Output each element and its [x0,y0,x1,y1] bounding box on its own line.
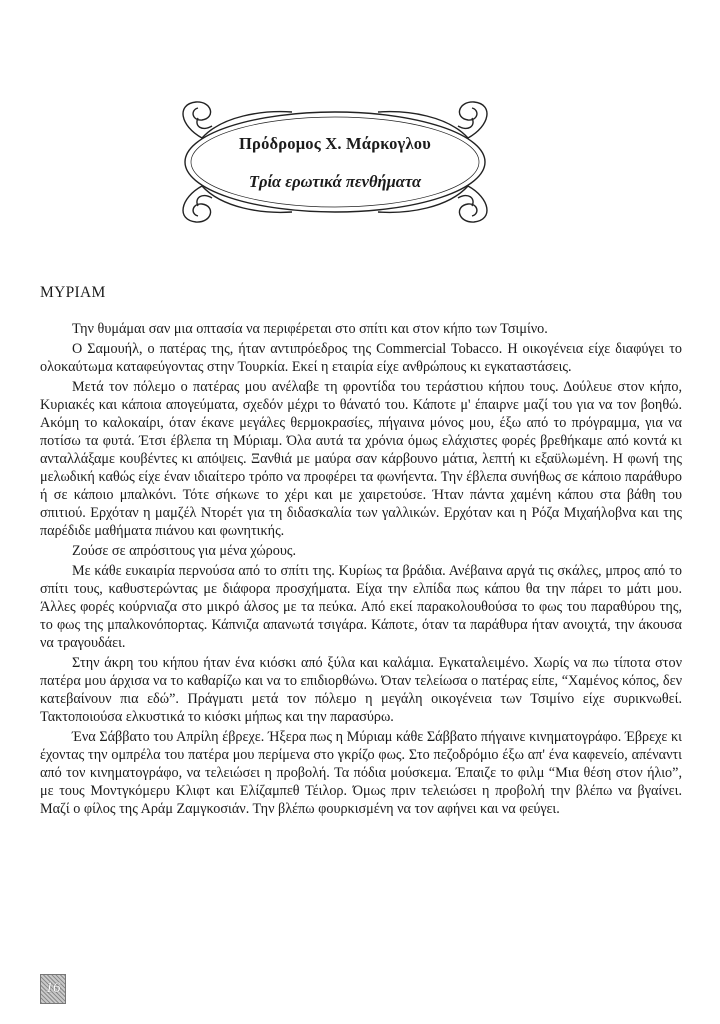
body-text [40,320,682,820]
paragraph: Την θυμάμαι σαν μια οπτασία να περιφέρεται στο σπίτι και στον κήπο των Τσιμίνο. [72,321,548,337]
page-number: 16 [45,980,61,996]
paragraph: Ένα Σάββατο του Απρίλη έβρεχε. Ήξερα πως η Μύριαμ κάθε Σάββατο πήγαινε κινηματογράφο. Έβρεχε κι έχοντας την ομπρέλα του πατέρα μου περίμενα στο γκρίζο φως. Στο πεζοδρόμιο έξω απ' ένα καφενείο, απέναντι από τον κινηματογράφο, να τελειώσει η προβολή. Τα πόδια μούσκεμα. Έπαιζε το φιλμ “Μια θέση στον ήλιο”, με τους Μοντγκόμερυ Κλιφτ και Ελίζαμπεθ Τέιλορ. Όμως πριν τελειώσει η προβολή την βλέπω να βγαίνει. Μαζί ο φίλος της Αράμ Ζαμγκοσιάν. Την βλέπω φουρκισμένη να τον αφήνει και να φεύγει. [40,729,682,817]
title-ornamental-frame [172,96,498,228]
paragraph: Με κάθε ευκαιρία περνούσα από το σπίτι της. Κυρίως τα βράδια. Ανέβαινα αργά τις σκάλες, μπρος από το σπίτι τους, καθυστερώντας με διάφορα προσχήματα. Είχα την ελπίδα πως κάπου θα την πάρει το μάτι μου. Άλλες φορές κούρνιαζα στο μικρό άλσος με τα πεύκα. Από εκεί παρακολουθούσα το φως του παραθύρου της, το φως της μπαλκονόπορτας. Κάπνιζα απανωτά τσιγάρα. Κάποτε, όταν τα παράθυρα ήταν ανοιχτά, την άκουσα να τραγουδάει. [40,563,682,651]
paragraph: Μετά τον πόλεμο ο πατέρας μου ανέλαβε τη φροντίδα του τεράστιου κήπου τους. Δούλευε στον κήπο, Κυριακές και κάποια απογεύματα, σχεδόν μέχρι το θάνατό του. Κάποτε μ' έπαιρνε μαζί του για να τον βοηθώ. Ακόμη το καλοκαίρι, όταν έκανε μεγάλες θερμοκρασίες, πήγαινα μόνος μου, έξω από το πρόγραμμα, για να ποτίσω τα φυτά. Έτσι έβλεπα τη Μύριαμ. Όλα αυτά τα χρόνια όμως ελάχιστες φορές βρεθήκαμε από κοντά κι ανταλλάξαμε κουβέντες κι απόψεις. Ξανθιά με μαύρα σαν κάρβουνο μάτια, λεπτή κι εξαϋλωμένη. Η φωνή της μελωδική καθώς είχε έναν ιδιαίτερο τρόπο να προφέρει τα φωνήεντα. Την έβλεπα συνήθως σε κάποιο παράθυρο ή σε κάποιο μπαλκόνι. Τότε σήκωνε το χέρι και με χαιρετούσε. Ήταν πάντα χαμένη κάπου στα βάθη του σπιτιού. Ερχόταν η μαμζέλ Ντορέτ για τη διδασκαλία των γαλλικών. Ερχόταν και η Ρόζα Μιχαήλοβνα και της παρέδιδε μαθήματα πιάνου και φωνητικής. [40,379,682,539]
paragraph: Ο Σαμουήλ, ο πατέρας της, ήταν αντιπρόεδρος της Commercial Tobacco. Η οικογένεια είχε διαφύγει το ολοκαύτωμα καταφεύγοντας στην Τουρκία. Εκεί η εταιρία είχε ανθρώπους κι εγκαταστάσεις. [40,341,682,375]
section-heading: ΜΥΡΙΑΜ [40,284,106,301]
paragraph: Στην άκρη του κήπου ήταν ένα κιόσκι από ξύλα και καλάμια. Εγκαταλειμένο. Χωρίς να πω τίποτα στον πατέρα μου άρχισα να το καθαρίζω και να το επιδιορθώνω. Όταν τελείωσα ο πατέρας είπε, “Χαμένος κόπος, δεν κατεβαίνουν πια εδώ”. Πράγματι μετά τον πόλεμο η μεγάλη οικογένεια των Τσιμίνο είχε συρικνωθεί. Τακτοποιούσα ελκυστικά το κιόσκι μήπως και την παρασύρω. [40,655,682,725]
author-name: Πρόδρομος Χ. Μάρκογλου [239,134,431,153]
paragraph: Ζούσε σε απρόσιτους για μένα χώρους. [72,543,297,559]
work-title: Τρία ερωτικά πενθήματα [248,172,422,191]
scroll-frame-icon [172,96,498,228]
page-number-box [40,974,66,1004]
